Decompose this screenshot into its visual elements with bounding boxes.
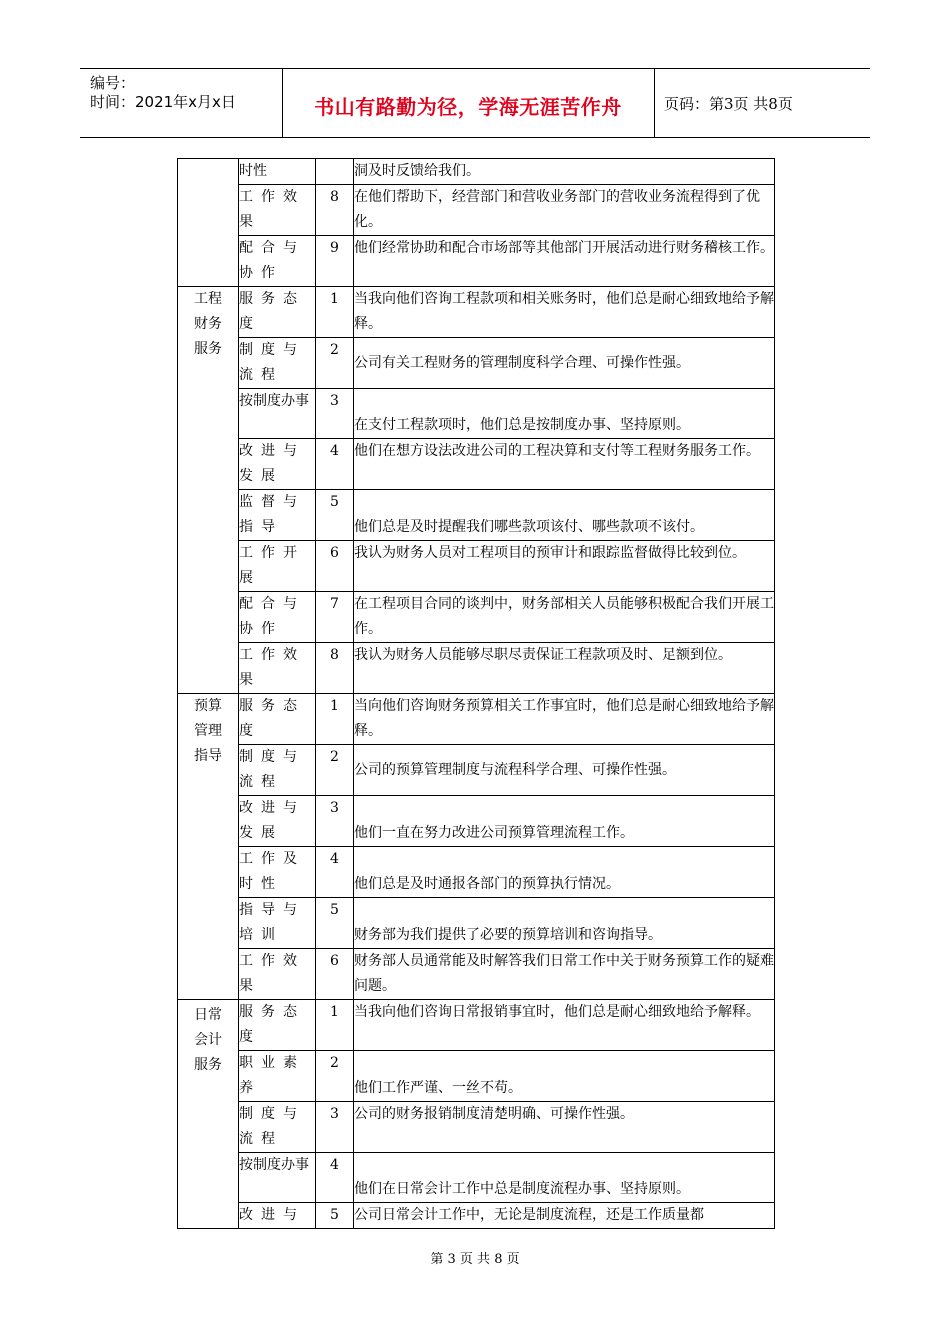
description-cell: 他们一直在努力改进公司预算管理流程工作。: [354, 796, 775, 847]
item-number-cell: 8: [316, 643, 354, 694]
item-cell: 按制度办事: [239, 1153, 316, 1203]
item-cell: 制度与流程: [239, 745, 316, 796]
table-row: [178, 541, 775, 592]
description-cell: 在工程项目合同的谈判中，财务部相关人员能够积极配合我们开展工作。: [354, 592, 775, 643]
description-cell: 他们工作严谨、一丝不苟。: [354, 1051, 775, 1102]
page-footer: 第 3 页 共 8 页: [430, 1252, 520, 1267]
item-number-cell: 8: [316, 185, 354, 236]
item-number-cell: 6: [316, 541, 354, 592]
table-row: [178, 287, 775, 338]
table-row: [178, 898, 775, 949]
description-cell: 洞及时反馈给我们。: [354, 159, 775, 185]
description-cell: 在他们帮助下，经营部门和营收业务部门的营收业务流程得到了优化。: [354, 185, 775, 236]
item-number-cell: 1: [316, 1000, 354, 1051]
table-row: [178, 1203, 775, 1229]
item-number-cell: 7: [316, 592, 354, 643]
item-number-cell: 4: [316, 439, 354, 490]
item-number-cell: [316, 159, 354, 185]
item-cell: 时性: [239, 159, 316, 185]
item-number-cell: 2: [316, 338, 354, 389]
item-cell: 服务态度: [239, 694, 316, 745]
table-row: [178, 847, 775, 898]
header-page-label: 页码：第3页 共8页: [664, 95, 793, 113]
item-cell: 职业素养: [239, 1051, 316, 1102]
item-number-cell: 5: [316, 898, 354, 949]
item-cell: 配合与协作: [239, 236, 316, 287]
document-number-label: 编号：: [90, 74, 136, 92]
item-cell: 工作及时性: [239, 847, 316, 898]
item-cell: 工作开展: [239, 541, 316, 592]
item-cell: 配合与协作: [239, 592, 316, 643]
page-header: [80, 68, 870, 138]
item-cell: 监督与指导: [239, 490, 316, 541]
item-cell: 按制度办事: [239, 389, 316, 439]
table-row: [178, 592, 775, 643]
description-cell: 财务部为我们提供了必要的预算培训和咨询指导。: [354, 898, 775, 949]
category-cell: [178, 159, 239, 287]
table-row: [178, 1102, 775, 1153]
item-cell: 制度与流程: [239, 1102, 316, 1153]
table-row: [178, 185, 775, 236]
table-row: [178, 490, 775, 541]
motto-text: 书山有路勤为径，学海无涯苦作舟: [314, 95, 622, 119]
table-row: [178, 949, 775, 1000]
description-cell: 财务部人员通常能及时解答我们日常工作中关于财务预算工作的疑难问题。: [354, 949, 775, 1000]
item-number-cell: 1: [316, 694, 354, 745]
category-label: 工程财务服务: [194, 291, 222, 357]
table-row: [178, 1000, 775, 1051]
item-number-cell: 3: [316, 1102, 354, 1153]
table-row: [178, 236, 775, 287]
description-cell: 公司的财务报销制度清楚明确、可操作性强。: [354, 1102, 775, 1153]
category-label: 日常会计服务: [194, 1007, 222, 1073]
table-row: [178, 1051, 775, 1102]
category-cell: [178, 694, 239, 1000]
table-row: [178, 389, 775, 439]
item-cell: 工作效果: [239, 643, 316, 694]
item-cell: 工作效果: [239, 185, 316, 236]
item-number-cell: 6: [316, 949, 354, 1000]
item-number-cell: 2: [316, 1051, 354, 1102]
table-row: [178, 796, 775, 847]
description-cell: 他们经常协助和配合市场部等其他部门开展活动进行财务稽核工作。: [354, 236, 775, 287]
item-number-cell: 4: [316, 847, 354, 898]
item-cell: 工作效果: [239, 949, 316, 1000]
description-cell: 他们总是及时通报各部门的预算执行情况。: [354, 847, 775, 898]
item-cell: 改进与发展: [239, 439, 316, 490]
header-motto-cell: [282, 69, 655, 137]
description-cell: 他们总是及时提醒我们哪些款项该付、哪些款项不该付。: [354, 490, 775, 541]
table-row: [178, 439, 775, 490]
evaluation-table-body: [178, 159, 775, 1229]
category-cell: [178, 287, 239, 694]
item-number-cell: 3: [316, 389, 354, 439]
category-cell: [178, 1000, 239, 1229]
item-number-cell: 9: [316, 236, 354, 287]
item-number-cell: 2: [316, 745, 354, 796]
description-cell: 公司有关工程财务的管理制度科学合理、可操作性强。: [354, 338, 775, 389]
table-row: [178, 745, 775, 796]
description-cell: 当我向他们咨询日常报销事宜时，他们总是耐心细致地给予解释。: [354, 1000, 775, 1051]
description-cell: 我认为财务人员能够尽职尽责保证工程款项及时、足额到位。: [354, 643, 775, 694]
table-row: [178, 338, 775, 389]
evaluation-table: [177, 158, 775, 1229]
document-time-label: 时间：2021年x月x日: [90, 93, 236, 111]
item-number-cell: 5: [316, 490, 354, 541]
item-cell: 制度与流程: [239, 338, 316, 389]
item-cell: 指导与培训: [239, 898, 316, 949]
description-cell: 当我向他们咨询工程款项和相关账务时，他们总是耐心细致地给予解释。: [354, 287, 775, 338]
table-row: [178, 1153, 775, 1203]
description-cell: 公司日常会计工作中，无论是制度流程，还是工作质量都: [354, 1203, 775, 1229]
item-cell: 服务态度: [239, 287, 316, 338]
item-cell: 改进与发展: [239, 796, 316, 847]
description-cell: 他们在日常会计工作中总是制度流程办事、坚持原则。: [354, 1153, 775, 1203]
description-cell: 当向他们咨询财务预算相关工作事宜时，他们总是耐心细致地给予解释。: [354, 694, 775, 745]
description-cell: 他们在想方设法改进公司的工程决算和支付等工程财务服务工作。: [354, 439, 775, 490]
description-cell: 我认为财务人员对工程项目的预审计和跟踪监督做得比较到位。: [354, 541, 775, 592]
item-number-cell: 5: [316, 1203, 354, 1229]
item-number-cell: 3: [316, 796, 354, 847]
description-cell: 公司的预算管理制度与流程科学合理、可操作性强。: [354, 745, 775, 796]
item-number-cell: 4: [316, 1153, 354, 1203]
item-cell: 服务态度: [239, 1000, 316, 1051]
description-cell: 在支付工程款项时，他们总是按制度办事、坚持原则。: [354, 389, 775, 439]
category-label: 预算管理指导: [194, 698, 222, 764]
item-cell: 改进与: [239, 1203, 316, 1229]
table-row: [178, 694, 775, 745]
table-row: [178, 643, 775, 694]
table-row: [178, 159, 775, 185]
header-info: [80, 69, 283, 137]
item-number-cell: 1: [316, 287, 354, 338]
